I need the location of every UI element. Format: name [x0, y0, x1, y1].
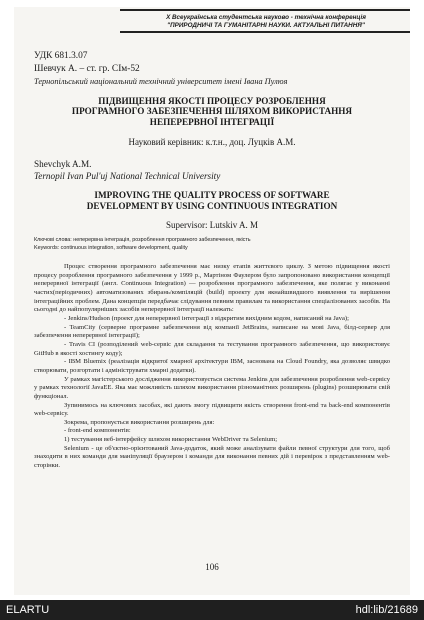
paragraph: У рамках магістерського дослідження використовується система Jenkins для забезпечення розроблення web-сервісу у рамках технології JavaEE. Яка має можливість шляхом використання різноманітних розширень (plugins) розширювати свій функціонал.	[34, 375, 390, 400]
footer-handle-label: hdl:lib/21689	[355, 604, 418, 616]
paragraph: Зокрема, пропонується використання розширень для:	[64, 418, 215, 426]
title-en-line-2: DEVELOPMENT BY USING CONTINUOUS INTEGRATION	[86, 201, 338, 211]
affiliation-ua: Тернопільський національний технічний університет імені Івана Пулюя	[34, 77, 288, 86]
conference-line-1: Х Всеукраїнська студентська науково - технічна конференція	[166, 14, 366, 21]
paragraph: - front-end компонентів:	[64, 427, 131, 435]
conference-line-2: "ПРИРОДНИЧІ ТА ГУМАНІТАРНІ НАУКИ. АКТУАЛЬНІ ПИТАННЯ"	[167, 21, 365, 29]
page-number: 106	[205, 562, 219, 572]
footer-repository-label: ELARTU	[6, 604, 50, 616]
paragraph: Зупинимось на ключових засобах, які дають змогу підвищити якість створення front-end та back-end компонентів web-сервісу.	[34, 401, 390, 418]
paragraph: 1) тестування веб-інтерфейсу шляхом використання WebDriver та Selenium;	[64, 436, 278, 444]
paper-page	[14, 7, 410, 595]
keywords-ua: Ключові слова: неперервна інтеграція, розроблення програмного забезпечення, якість	[34, 237, 251, 243]
paragraph: - TeamCity (сервеpне програмне забезпечення від компанії JetBrains, написане на мові Java, білд-сервер для забезпечення неперервної інтеграції);	[34, 323, 390, 340]
author-en: Shevchyk A.M.	[34, 159, 92, 169]
body-text	[34, 263, 390, 471]
title-en-line-1: IMPROVING THE QUALITY PROCESS OF SOFTWARE	[94, 190, 330, 200]
footer-bar	[0, 600, 424, 620]
paragraph: Selenium - це об'єктно-орієнтований Java-додаток, який може аналізувати файли певної структури для того, щоб знаходити в них команди для маніпуляції браузером і команди для виконання певних дій і перевірок з представленням web-сторінки.	[34, 444, 390, 470]
title-ua-line-2: ПРОГРАМНОГО ЗАБЕЗПЕЧЕННЯ ШЛЯХОМ ВИКОРИСТАННЯ	[71, 106, 353, 116]
supervisor-en: Supervisor: Lutskiv A. M	[165, 220, 258, 230]
header-top-rule	[120, 9, 410, 11]
supervisor-ua: Науковий керівник: к.т.н., доц. Луцків А.М.	[128, 137, 296, 147]
paragraph: - Jenkins/Hudson (проект для неперервної інтеграції з відкритим вихідним кодом, написаний на Java);	[64, 314, 349, 322]
keywords-en: Keywords: continuous integration, software development, quality	[34, 245, 188, 251]
paragraph: - Travis CI (розподілений web-сервіс для складання та тестування програмного забезпечення, що використовує GitHub в якості хостингу коду);	[34, 340, 390, 357]
author-ua: Шевчук А. – ст. гр. СІм-52	[34, 64, 140, 74]
paragraph: - IBM Bluemix (реалізація відкритої хмарної архітектури IBM, заснована на Cloud Foundry, яка дозволяє швидко створювати, розгортати і адмініструвати хмарні додатки).	[34, 358, 390, 374]
title-ua-line-1: ПІДВИЩЕННЯ ЯКОСТІ ПРОЦЕСУ РОЗРОБЛЕННЯ	[98, 96, 326, 106]
header-bottom-rule	[120, 31, 410, 33]
affiliation-en: Ternopil Ivan Pul'uj National Technical University	[34, 171, 221, 181]
title-ua-line-3: НЕПЕРЕРВНОЇ ІНТЕГРАЦІЇ	[149, 117, 275, 127]
udc-code: УДК 681.3.07	[34, 51, 88, 61]
conference-header	[120, 9, 410, 35]
paragraph: Процес створення програмного забезпечення має низку етапів життєвого циклу. З метою підвищення якості процесу розроблення програмного забезпечення у 1999 р., Мартіном Фаулером було запропоновано використання концепції неперервної інтеграції (англ. Continuous Integration) — розроблення програмного забезпечення, яке полягає у виконанні частих(періодичних) автоматизованих збирань/компіляцій (build) проекту для якнайшвидшого виявлення та вирішення інтеграційних проблем. Дана концепція передбачає слідування певним правилам та використання спеціалізованих засобів. На сьогодні до найпопулярніших засобів неперервної інтеграції належать:	[34, 263, 390, 314]
